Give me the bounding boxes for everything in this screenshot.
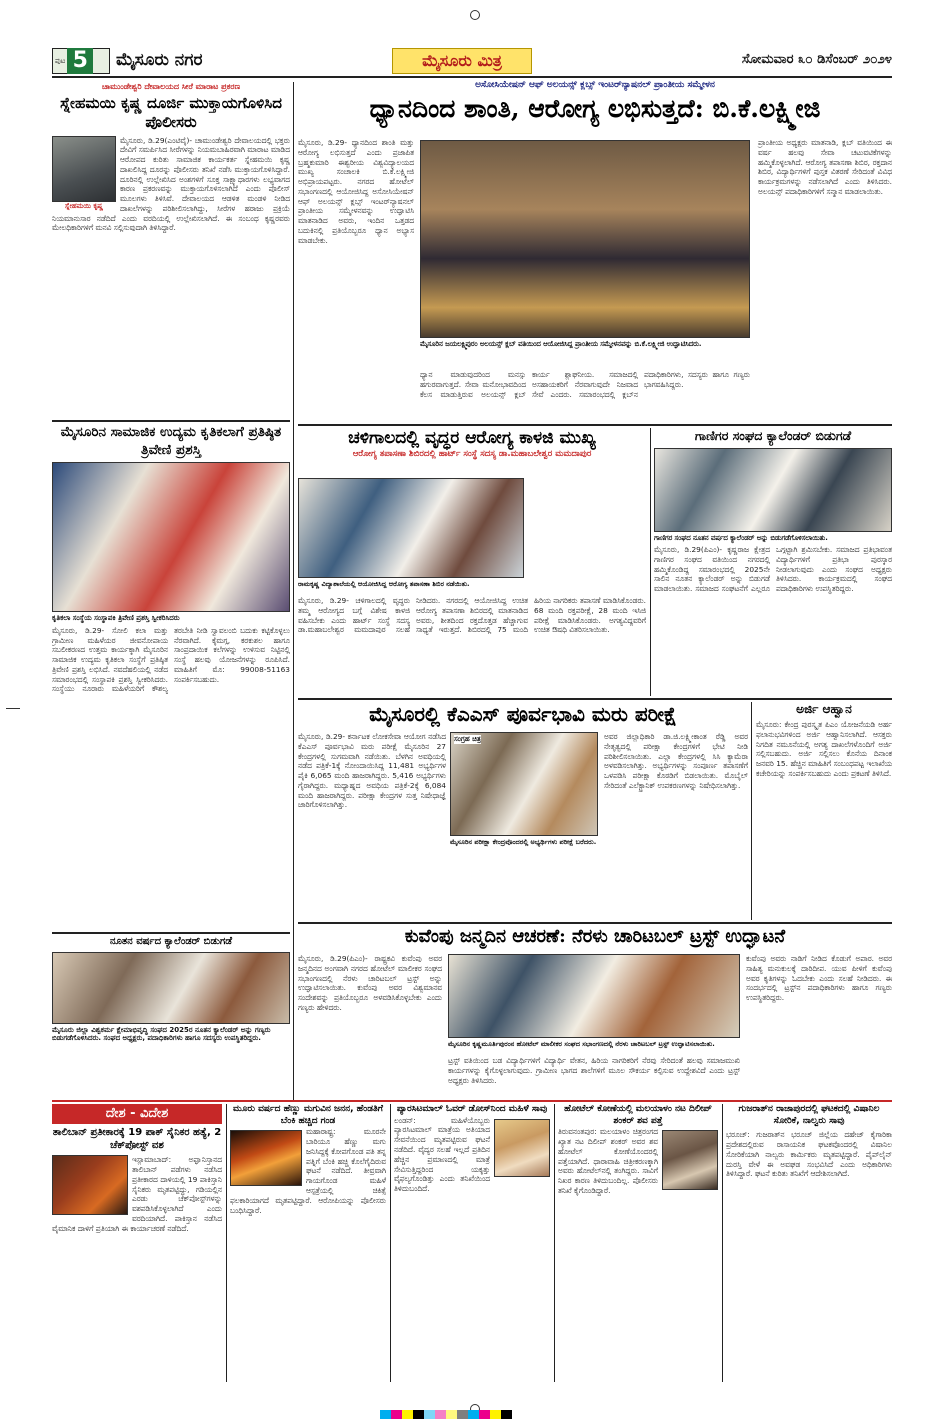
story-body-a: ಮೈಸೂರು, ಡಿ.29- ಕರ್ನಾಟಕ ಲೋಕಸೇವಾ ಆಯೋಗ ನಡೆಸಿದ ಕೆಎಎಸ್ ಪೂರ್ವಭಾವಿ ಮರು ಪರೀಕ್ಷೆ ಮೈಸೂರಿನ 27 ಕೇಂದ್ರಗಳಲ್ಲಿ ಸುಗಮವಾಗಿ ನಡೆಯಿತು. ಬೆಳಗಿನ ಅವಧಿಯಲ್ಲಿ ನಡೆದ ಪತ್ರಿಕೆ-1ಕ್ಕೆ ನೋಂದಾಯಿಸಿದ್ದ 11,481 ಅಭ್ಯರ್ಥಿಗಳ ಪೈಕಿ 6,065 ಮಂದಿ ಹಾಜರಾಗಿದ್ದರು. 5,416 ಅಭ್ಯರ್ಥಿಗಳು ಗೈರಾಗಿದ್ದರು. ಮಧ್ಯಾಹ್ನದ ಅವಧಿಯ ಪತ್ರಿಕೆ-2ಕ್ಕೆ 6,084 ಮಂದಿ ಹಾಜರಾಗಿದ್ದರು. ಪರೀಕ್ಷಾ ಕೇಂದ್ರಗಳ ಸುತ್ತ ನಿಷೇಧಾಜ್ಞೆ ಜಾರಿಗೊಳಿಸಲಾಗಿತ್ತು. — [298, 732, 446, 810]
photo-label: ಸಂಗ್ರಹ ಚಿತ್ರ — [454, 735, 481, 743]
color-calibration-bar — [380, 1410, 512, 1419]
story-elderly-health — [298, 428, 646, 696]
world-story-gas-leak — [726, 1104, 892, 1382]
story-headline: ಚಳಿಗಾಲದಲ್ಲಿ ವೃದ್ಧರ ಆರೋಗ್ಯ ಕಾಳಜಿ ಮುಖ್ಯ — [348, 428, 596, 448]
story-ganigara-calendar — [654, 428, 892, 696]
story-body: ಮಹಾರಾಷ್ಟ್ರ: ಮೂರನೇ ಬಾರಿಯೂ ಹೆಣ್ಣು ಮಗು ಜನಿಸಿದ್ದಕ್ಕೆ ಕೋಪಗೊಂಡ ಪತಿ ತನ್ನ ಪತ್ನಿಗೆ ಬೆಂಕಿ ಹಚ್ಚಿ ಕೊಲೆಗೈದಿರುವ ಘಟನೆ ನಡೆದಿದೆ. ತೀವ್ರವಾಗಿ ಗಾಯಗೊಂಡ ಮಹಿಳೆ ಆಸ್ಪತ್ರೆಯಲ್ಲಿ ಚಿಕಿತ್ಸೆ ಫಲಕಾರಿಯಾಗದೆ ಮೃತಪಟ್ಟಿದ್ದಾರೆ. ಆರೋಪಿಯನ್ನು ಪೊಲೀಸರು ಬಂಧಿಸಿದ್ದಾರೆ. — [230, 1127, 386, 1215]
lead-body-a: ಮೈಸೂರು, ಡಿ.29- ಧ್ಯಾನದಿಂದ ಶಾಂತಿ ಮತ್ತು ಆರೋಗ್ಯ ಲಭಿಸುತ್ತದೆ ಎಂದು ಪ್ರಜಾಪಿತ ಬ್ರಹ್ಮಕುಮಾರಿ ಈಶ್ವರೀಯ ವಿಶ್ವವಿದ್ಯಾಲಯದ ಮುಖ್ಯ ಸಂಚಾಲಕಿ ಬಿ.ಕೆ.ಲಕ್ಷ್ಮೀಜಿ ಅಭಿಪ್ರಾಯಪಟ್ಟರು. ನಗರದ ಹೋಟೆಲ್ ಸಭಾಂಗಣದಲ್ಲಿ ಆಯೋಜಿಸಿದ್ದ ಅಸೋಸಿಯೇಷನ್ ಆಫ್ ಅಲಯನ್ಸ್ ಕ್ಲಬ್ಸ್ ಇಂಟರ್‌ನ್ಯಾಷನಲ್ ಪ್ರಾಂತೀಯ ಸಮ್ಮೇಳನವನ್ನು ಉದ್ಘಾಟಿಸಿ ಮಾತನಾಡಿದ ಅವರು, ಇಂದಿನ ಒತ್ತಡದ ಬದುಕಿನಲ್ಲಿ ಪ್ರತಿಯೊಬ್ಬರೂ ಧ್ಯಾನ ಅಭ್ಯಾಸ ಮಾಡಬೇಕು. — [298, 138, 414, 245]
calendar-photo — [52, 952, 290, 1024]
story-kicker: ಚಾಮುಂಡೇಶ್ವರಿ ದೇವಾಲಯದ ಸೀರೆ ಮಾರಾಟ ಪ್ರಕರಣ — [101, 82, 241, 91]
health-camp-photo — [298, 478, 524, 578]
story-headline: ತಾಲಿಬಾನ್ ಪ್ರತೀಕಾರಕ್ಕೆ 19 ಪಾಕ್ ಸೈನಿಕರ ಹತ್ಯೆ, 2 ಚೆಕ್‌ಪೋಸ್ಟ್ ವಶ — [52, 1127, 222, 1151]
crop-mark — [6, 708, 20, 709]
award-photo — [52, 462, 290, 612]
story-headline: ಸ್ನೇಹಮಯಿ ಕೃಷ್ಣ ದೂರ್ಜಿ ಮುಕ್ತಾಯಗೊಳಿಸಿದ ಪೊಲೀಸರು — [60, 94, 282, 131]
page-number-box — [52, 48, 110, 74]
story-body: ಭರೂಚ್: ಗುಜರಾತ್‌ನ ಭರೂಚ್ ಜಿಲ್ಲೆಯ ದಹೇಜ್ ಕೈಗಾರಿಕಾ ಪ್ರದೇಶದಲ್ಲಿರುವ ರಾಸಾಯನಿಕ ಘಟಕವೊಂದರಲ್ಲಿ ವಿಷಾನಿಲ ಸೋರಿಕೆಯಾಗಿ ನಾಲ್ವರು ಕಾರ್ಮಿಕರು ಮೃತಪಟ್ಟಿದ್ದಾರೆ. ಪೈಪ್‌ಲೈನ್ ದುರಸ್ತಿ ವೇಳೆ ಈ ಅವಘಡ ಸಂಭವಿಸಿದೆ ಎಂದು ಅಧಿಕಾರಿಗಳು ತಿಳಿಸಿದ್ದಾರೆ. ಘಟನೆ ಕುರಿತು ತನಿಖೆಗೆ ಆದೇಶಿಸಲಾಗಿದೆ. — [726, 1130, 892, 1179]
story-body-b: ಟ್ರಸ್ಟ್ ವತಿಯಿಂದ ಬಡ ವಿದ್ಯಾರ್ಥಿಗಳಿಗೆ ವಿದ್ಯಾರ್ಥಿ ವೇತನ, ಹಿರಿಯ ನಾಗರಿಕರಿಗೆ ನೆರವು ಸೇರಿದಂತೆ ಹಲವು ಸಮಾಜಮುಖಿ ಕಾರ್ಯಗಳನ್ನು ಕೈಗೊಳ್ಳಲಾಗುವುದು. ಗ್ರಾಮೀಣ ಭಾಗದ ಶಾಲೆಗಳಿಗೆ ಮೂಲ ಸೌಕರ್ಯ ಕಲ್ಪಿಸುವ ಉದ್ದೇಶವಿದೆ ಎಂದು ಟ್ರಸ್ಟ್ ಅಧ್ಯಕ್ಷರು ತಿಳಿಸಿದರು. — [448, 1056, 740, 1085]
page-number: 5 — [67, 48, 93, 74]
explosion-photo — [52, 1155, 128, 1215]
lead-kicker: ಅಸೋಸಿಯೇಷನ್ ಆಫ್ ಅಲಯನ್ಸ್ ಕ್ಲಬ್ಸ್ ಇಂಟರ್‌ನ್ಯಾಷನಲ್ ಪ್ರಾಂತೀಯ ಸಮ್ಮೇಳನ — [475, 80, 715, 90]
story-application-call — [756, 702, 892, 920]
story-subtitle: ಆರೋಗ್ಯ ತಪಾಸಣಾ ಶಿಬಿರದಲ್ಲಿ ಹಾರ್ಟ್ ಸಂಸ್ಥೆ ಸದಸ್ಯ ಡಾ.ಮಹಾಬಲೇಶ್ವರ ಮಮದಾಪುರ — [352, 449, 592, 460]
section-name: ಮೈಸೂರು ನಗರ — [116, 50, 203, 70]
page-label: ಪುಟ — [55, 56, 66, 65]
woman-portrait-photo — [494, 1119, 550, 1177]
band-label: ದೇಶ - ವಿದೇಶ — [52, 1104, 222, 1124]
lead-headline: ಧ್ಯಾನದಿಂದ ಶಾಂತಿ, ಆರೋಗ್ಯ ಲಭಿಸುತ್ತದೆ: ಬಿ.ಕೆ.ಲಕ್ಷ್ಮೀಜಿ — [369, 94, 821, 124]
photo-caption: ರಾಮಕೃಷ್ಣ ವಿದ್ಯಾಶಾಲೆಯಲ್ಲಿ ಆಯೋಜಿಸಿದ್ದ ಆರೋಗ್ಯ ತಪಾಸಣಾ ಶಿಬಿರ ನಡೆಯಿತು. — [298, 580, 470, 588]
story-body: ಇಸ್ಲಾಮಾಬಾದ್: ಅಫ್ಘಾನಿಸ್ತಾನದ ತಾಲಿಬಾನ್ ಪಡೆಗಳು ನಡೆಸಿದ ಪ್ರತೀಕಾರದ ದಾಳಿಯಲ್ಲಿ 19 ಪಾಕಿಸ್ತಾನಿ ಸೈನಿಕರು ಮೃತಪಟ್ಟಿದ್ದು, ಗಡಿಯಲ್ಲಿನ ಎರಡು ಚೆಕ್‌ಪೋಸ್ಟ್‌ಗಳನ್ನು ವಶಪಡಿಸಿಕೊಳ್ಳಲಾಗಿದೆ ಎಂದು ವರದಿಯಾಗಿದೆ. ಪಾಕಿಸ್ತಾನ ನಡೆಸಿದ ವೈಮಾನಿಕ ದಾಳಿಗೆ ಪ್ರತಿಯಾಗಿ ಈ ಕಾರ್ಯಾಚರಣೆ ನಡೆದಿದೆ. — [52, 1155, 222, 1233]
actor-portrait-photo — [662, 1130, 718, 1190]
story-body: ಮೈಸೂರು, ಡಿ.29- ಚಳಿಗಾಲದಲ್ಲಿ ವೃದ್ಧರು ತಮ್ಮ ಆರೋಗ್ಯದ ಬಗ್ಗೆ ವಿಶೇಷ ಕಾಳಜಿ ವಹಿಸಬೇಕು ಎಂದು ಹಾರ್ಟ್ ಸಂಸ್ಥೆ ಸದಸ್ಯ ಡಾ.ಮಹಾಬಲೇಶ್ವರ ಮಮದಾಪುರ ಸಲಹೆ ನೀಡಿದರು. ನಗರದಲ್ಲಿ ಆಯೋಜಿಸಿದ್ದ ಉಚಿತ ಆರೋಗ್ಯ ತಪಾಸಣಾ ಶಿಬಿರದಲ್ಲಿ ಮಾತನಾಡಿದ ಅವರು, ಶೀತದಿಂದ ರಕ್ತದೊತ್ತಡ ಹೆಚ್ಚಾಗುವ ಸಾಧ್ಯತೆ ಇರುತ್ತದೆ. ಶಿಬಿರದಲ್ಲಿ 75 ಮಂದಿ ಹಿರಿಯ ನಾಗರಿಕರು ತಪಾಸಣೆ ಮಾಡಿಸಿಕೊಂಡರು. 68 ಮಂದಿ ರಕ್ತಪರೀಕ್ಷೆ, 28 ಮಂದಿ ಇಸಿಜಿ ಪರೀಕ್ಷೆ ಮಾಡಿಸಿಕೊಂಡರು. ಅಗತ್ಯವಿದ್ದವರಿಗೆ ಉಚಿತ ಔಷಧಿ ವಿತರಿಸಲಾಯಿತು. — [298, 596, 646, 635]
story-body: ಮೈಸೂರು, ಡಿ.29- ಸೋಲಿ ಕಲಾ ಮತ್ತು ಗ್ರಾಮೀಣ ಮಹಿಳೆಯರ ಜೀವನೋಪಾಯ ಸಬಲೀಕರಣದ ಉತ್ತಮ ಕಾರ್ಯಕ್ಕಾಗಿ ಮೈಸೂರಿನ ಸಾಮಾಜಿಕ ಉದ್ಯಮ ಕೃತಿಕಲಾ ಸಂಸ್ಥೆಗೆ ಪ್ರತಿಷ್ಠಿತ ತ್ರಿವೇಣಿ ಪ್ರಶಸ್ತಿ ಲಭಿಸಿದೆ. ನವದೆಹಲಿಯಲ್ಲಿ ನಡೆದ ಸಮಾರಂಭದಲ್ಲಿ ಸಂಸ್ಥಾಪಕಿ ಪ್ರಶಸ್ತಿ ಸ್ವೀಕರಿಸಿದರು. ಸಂಸ್ಥೆಯು ನೂರಾರು ಮಹಿಳೆಯರಿಗೆ ಕೌಶಲ್ಯ ತರಬೇತಿ ನೀಡಿ ಸ್ವಾವಲಂಬಿ ಬದುಕು ಕಟ್ಟಿಕೊಳ್ಳಲು ನೆರವಾಗಿದೆ. ಕೈಮಗ್ಗ, ಕರಕುಶಲ ಹಾಗೂ ಸಾಂಪ್ರದಾಯಿಕ ಕಲೆಗಳನ್ನು ಉಳಿಸುವ ನಿಟ್ಟಿನಲ್ಲಿ ಸಂಸ್ಥೆ ಹಲವು ಯೋಜನೆಗಳನ್ನು ರೂಪಿಸಿದೆ. ಮಾಹಿತಿಗೆ ಮೊ: 99008-51163 ಸಂಪರ್ಕಿಸಬಹುದು. — [52, 625, 290, 694]
story-headline: ಪ್ಯಾರಸಿಟಮಾಲ್ ಓವರ್ ಡೋಸ್‌ನಿಂದ ಮಹಿಳೆ ಸಾವು — [396, 1104, 548, 1114]
newspaper-brand: ಮೈಸೂರು ಮಿತ್ರ — [392, 48, 532, 74]
story-body: ತಿರುವನಂತಪುರ: ಮಲಯಾಳಂ ಚಿತ್ರರಂಗದ ಖ್ಯಾತ ನಟ ದಿಲೀಪ್ ಶಂಕರ್ ಅವರ ಶವ ಹೋಟೆಲ್ ಕೋಣೆಯೊಂದರಲ್ಲಿ ಪತ್ತೆಯಾಗಿದೆ. ಧಾರಾವಾಹಿ ಚಿತ್ರೀಕರಣಕ್ಕಾಗಿ ಅವರು ಹೋಟೆಲ್‌ನಲ್ಲಿ ತಂಗಿದ್ದರು. ಸಾವಿಗೆ ನಿಖರ ಕಾರಣ ತಿಳಿದುಬಂದಿಲ್ಲ. ಪೊಲೀಸರು ತನಿಖೆ ಕೈಗೊಂಡಿದ್ದಾರೆ. — [558, 1127, 658, 1195]
story-headline: ಮೈಸೂರಲ್ಲಿ ಕೆಎಎಸ್ ಪೂರ್ವಭಾವಿ ಮರು ಪರೀಕ್ಷೆ — [369, 702, 677, 726]
world-story-paracetamol — [394, 1104, 550, 1382]
lead-body-c: ಪ್ರಾಂತೀಯ ಅಧ್ಯಕ್ಷರು ಮಾತನಾಡಿ, ಕ್ಲಬ್ ವತಿಯಿಂದ ಈ ವರ್ಷ ಹಲವು ಸೇವಾ ಚಟುವಟಿಕೆಗಳನ್ನು ಹಮ್ಮಿಕೊಳ್ಳಲಾಗಿದೆ. ಆರೋಗ್ಯ ತಪಾಸಣಾ ಶಿಬಿರ, ರಕ್ತದಾನ ಶಿಬಿರ, ವಿದ್ಯಾರ್ಥಿಗಳಿಗೆ ಪುಸ್ತಕ ವಿತರಣೆ ಸೇರಿದಂತೆ ವಿವಿಧ ಕಾರ್ಯಕ್ರಮಗಳನ್ನು ನಡೆಸಲಾಗಿದೆ ಎಂದು ತಿಳಿಸಿದರು. ಅಲಯನ್ಸ್ ಪದಾಧಿಕಾರಿಗಳಿಗೆ ಸನ್ಮಾನ ಮಾಡಲಾಯಿತು. — [758, 138, 892, 196]
photo-caption: ಮೈಸೂರಿನ ಪರೀಕ್ಷಾ ಕೇಂದ್ರವೊಂದರಲ್ಲಿ ಅಭ್ಯರ್ಥಿಗಳು ಪರೀಕ್ಷೆ ಬರೆದರು. — [450, 838, 597, 846]
photo-caption: ಗಾಣಿಗರ ಸಂಘದ ನೂತನ ವರ್ಷದ ಕ್ಯಾಲೆಂಡರ್ ಅನ್ನು ಬಿಡುಗಡೆಗೊಳಿಸಲಾಯಿತು. — [654, 533, 828, 542]
story-headline: ಕುವೆಂಪು ಜನ್ಮದಿನ ಆಚರಣೆ: ನೆರಳು ಚಾರಿಟಬಲ್ ಟ್ರಸ್ಟ್ ಉದ್ಘಾಟನೆ — [404, 926, 786, 947]
portrait-caption: ಸ್ನೇಹಮಯಿ ಕೃಷ್ಣ — [64, 201, 104, 210]
masthead — [52, 48, 892, 78]
calendar-release-photo — [654, 448, 892, 532]
world-story-maharashtra — [230, 1104, 386, 1382]
story-headline: ಗುಜರಾತ್‌ನ ರಾಜಾಪುರದಲ್ಲಿ ಘಟಕದಲ್ಲಿ ವಿಷಾನಿಲ ಸೋರಿಕೆ, ನಾಲ್ವರು ಸಾವು — [738, 1104, 880, 1126]
story-award — [52, 424, 290, 930]
exam-photo — [450, 732, 598, 836]
world-news-band — [52, 1104, 892, 1382]
story-calendar — [52, 936, 290, 1096]
story-headline: ಅರ್ಜಿ ಆಹ್ವಾನ — [796, 702, 852, 716]
story-kuvempu — [298, 926, 892, 1098]
kuvempu-event-photo — [448, 954, 740, 1038]
story-body: ಲಂಡನ್: ಮಹಿಳೆಯೊಬ್ಬರು ಪ್ಯಾರಸಿಟಮಾಲ್ ಮಾತ್ರೆಯ ಅತಿಯಾದ ಸೇವನೆಯಿಂದ ಮೃತಪಟ್ಟಿರುವ ಘಟನೆ ನಡೆದಿದೆ. ವೈದ್ಯರ ಸಲಹೆ ಇಲ್ಲದೆ ಪ್ರತಿದಿನ ಹೆಚ್ಚಿನ ಪ್ರಮಾಣದಲ್ಲಿ ಮಾತ್ರೆ ಸೇವಿಸುತ್ತಿದ್ದರಿಂದ ಯಕೃತ್ತು ವೈಫಲ್ಯಗೊಂಡಿತ್ತು ಎಂದು ತನಿಖೆಯಿಂದ ತಿಳಿದುಬಂದಿದೆ. — [394, 1115, 490, 1194]
story-body: ಮೈಸೂರು, ಡಿ.29(ಎಂಟಿವೈ)- ಚಾಮುಂಡೇಶ್ವರಿ ದೇವಾಲಯದಲ್ಲಿ ಭಕ್ತರು ದೇವಿಗೆ ಸಮರ್ಪಿಸಿದ ಸೀರೆಗಳನ್ನು ನಿಯಮಬಾಹಿರವಾಗಿ ಮಾರಾಟ ಮಾಡಿದ ಆರೋಪದ ಕುರಿತು ಸಾಮಾಜಿಕ ಕಾರ್ಯಕರ್ತ ಸ್ನೇಹಮಯಿ ಕೃಷ್ಣ ದಾಖಲಿಸಿದ್ದ ದೂರನ್ನು ಪೊಲೀಸರು ತನಿಖೆ ನಡೆಸಿ ಮುಕ್ತಾಯಗೊಳಿಸಿದ್ದಾರೆ. ದೂರಿನಲ್ಲಿ ಉಲ್ಲೇಖಿಸಿದ ಅಂಶಗಳಿಗೆ ಸೂಕ್ತ ಸಾಕ್ಷ್ಯಾಧಾರಗಳು ಲಭ್ಯವಾಗದ ಕಾರಣ ಪ್ರಕರಣವನ್ನು ಮುಕ್ತಾಯಗೊಳಿಸಲಾಗಿದೆ ಎಂದು ಪೊಲೀಸ್ ಮೂಲಗಳು ತಿಳಿಸಿವೆ. ದೇವಾಲಯದ ಆಡಳಿತ ಮಂಡಳಿ ನೀಡಿದ ದಾಖಲೆಗಳನ್ನು ಪರಿಶೀಲಿಸಲಾಗಿದ್ದು, ಸೀರೆಗಳ ಹರಾಜು ಪ್ರಕ್ರಿಯೆ ನಿಯಮಾನುಸಾರ ನಡೆದಿದೆ ಎಂದು ವರದಿಯಲ್ಲಿ ಉಲ್ಲೇಖಿಸಲಾಗಿದೆ. ಈ ಸಂಬಂಧ ಕೃಷ್ಣರವರು ಮೇಲಧಿಕಾರಿಗಳಿಗೆ ಮನವಿ ಸಲ್ಲಿಸುವುದಾಗಿ ತಿಳಿಸಿದ್ದಾರೆ. — [52, 135, 290, 233]
photo-caption: ಮೈಸೂರಿನ ಕೃಷ್ಣಮೂರ್ತಿಪುರಂನ ಹೋಟೆಲ್ ಮಾಲೀಕರ ಸಂಘದ ಸಭಾಂಗಣದಲ್ಲಿ ನೆರಳು ಚಾರಿಟಬಲ್ ಟ್ರಸ್ಟ್ ಉದ್ಘಾಟಿಸಲಾಯಿತು. — [448, 1040, 715, 1048]
portrait-photo — [52, 136, 116, 202]
lead-photo — [420, 140, 750, 338]
story-body: ಮೈಸೂರು, ಡಿ.29(ಪಿಎಂ)- ಕೃಷ್ಣರಾಜ ಕ್ಷೇತ್ರದ ಗಾಣಿಗರ ಸಂಘದ ವತಿಯಿಂದ ನಗರದಲ್ಲಿ ಹಮ್ಮಿಕೊಂಡಿದ್ದ ಸಮಾರಂಭದಲ್ಲಿ 2025ನೇ ಸಾಲಿನ ನೂತನ ಕ್ಯಾಲೆಂಡರ್ ಅನ್ನು ಬಿಡುಗಡೆ ಮಾಡಲಾಯಿತು. ಸಮಾಜದ ಸಂಘಟನೆಗೆ ಎಲ್ಲರೂ ಒಗ್ಗಟ್ಟಾಗಿ ಶ್ರಮಿಸಬೇಕು. ಸಮಾಜದ ಪ್ರತಿಭಾವಂತ ವಿದ್ಯಾರ್ಥಿಗಳಿಗೆ ಪ್ರತಿಭಾ ಪುರಸ್ಕಾರ ನೀಡಲಾಗುವುದು ಎಂದು ಸಂಘದ ಅಧ್ಯಕ್ಷರು ತಿಳಿಸಿದರು. ಕಾರ್ಯಕ್ರಮದಲ್ಲಿ ಸಂಘದ ಪದಾಧಿಕಾರಿಗಳು ಉಪಸ್ಥಿತರಿದ್ದರು. — [654, 545, 892, 594]
story-headline: ನೂತನ ವರ್ಷದ ಕ್ಯಾಲೆಂಡರ್ ಬಿಡುಗಡೆ — [109, 936, 233, 947]
world-story-actor — [558, 1104, 718, 1382]
registration-mark — [470, 10, 480, 20]
issue-date: ಸೋಮವಾರ ೩೦ ಡಿಸೆಂಬರ್ ೨೦೨೪ — [741, 52, 892, 67]
story-kas-exam — [298, 702, 748, 920]
story-body: ಮೈಸೂರು: ಕೇಂದ್ರ ಪುರಸ್ಕೃತ ಪಿಎಂ ಯೋಜನೆಯಡಿ ಅರ್ಹ ಫಲಾನುಭವಿಗಳಿಂದ ಅರ್ಜಿ ಆಹ್ವಾನಿಸಲಾಗಿದೆ. ಆಸಕ್ತರು ನಿಗದಿತ ನಮೂನೆಯಲ್ಲಿ ಅಗತ್ಯ ದಾಖಲೆಗಳೊಂದಿಗೆ ಅರ್ಜಿ ಸಲ್ಲಿಸಬಹುದು. ಅರ್ಜಿ ಸಲ್ಲಿಸಲು ಕೊನೆಯ ದಿನಾಂಕ ಜನವರಿ 15. ಹೆಚ್ಚಿನ ಮಾಹಿತಿಗೆ ಸಂಬಂಧಪಟ್ಟ ಇಲಾಖೆಯ ಕಚೇರಿಯನ್ನು ಸಂಪರ್ಕಿಸಬಹುದು ಎಂದು ಪ್ರಕಟಣೆ ತಿಳಿಸಿದೆ. — [756, 720, 892, 778]
story-headline: ಮೂರು ವರ್ಷದ ಹೆಣ್ಣು ಮಗುವಿನ ಜನನ, ಹೆಂಡತಿಗೆ ಬೆಂಕಿ ಹಚ್ಚಿದ ಗಂಡ — [233, 1104, 383, 1126]
photo-caption: ಕೃತಿಕಲಾ ಸಂಸ್ಥೆಯ ಸಂಸ್ಥಾಪಕಿ ತ್ರಿವೇಣಿ ಪ್ರಶಸ್ತಿ ಸ್ವೀಕರಿಸಿದರು — [52, 614, 180, 623]
story-headline: ಹೋಟೆಲ್ ಕೋಣೆಯಲ್ಲಿ ಮಲಯಾಳಂ ನಟ ದಿಲೀಪ್ ಶಂಕರ್ ಶವ ಪತ್ತೆ — [564, 1104, 712, 1126]
lead-story — [298, 80, 892, 422]
story-police-case — [52, 82, 290, 418]
lead-body-b: ಧ್ಯಾನ ಮಾಡುವುದರಿಂದ ಮನಸ್ಸು ಹಗುರವಾಗುತ್ತದೆ. ಸೇವಾ ಮನೋಭಾವದಿಂದ ಕೆಲಸ ಮಾಡುತ್ತಿರುವ ಅಲಯನ್ಸ್ ಕ್ಲಬ್ ಕಾರ್ಯ ಶ್ಲಾಘನೀಯ. ಸಮಾಜದಲ್ಲಿ ಅಸಹಾಯಕರಿಗೆ ನೆರವಾಗುವುದೇ ನಿಜವಾದ ಸೇವೆ ಎಂದರು. ಸಮಾರಂಭದಲ್ಲಿ ಕ್ಲಬ್‌ನ ಪದಾಧಿಕಾರಿಗಳು, ಸದಸ್ಯರು ಹಾಗೂ ಗಣ್ಯರು ಭಾಗವಹಿಸಿದ್ದರು. — [420, 370, 750, 399]
story-body-b: ಅವರ ಜಿಲ್ಲಾಧಿಕಾರಿ ಡಾ.ಜಿ.ಲಕ್ಷ್ಮೀಕಾಂತ ರೆಡ್ಡಿ ಅವರ ನೇತೃತ್ವದಲ್ಲಿ ಪರೀಕ್ಷಾ ಕೇಂದ್ರಗಳಿಗೆ ಭೇಟಿ ನೀಡಿ ಪರಿಶೀಲಿಸಲಾಯಿತು. ಎಲ್ಲಾ ಕೇಂದ್ರಗಳಲ್ಲಿ ಸಿಸಿ ಕ್ಯಾಮೆರಾ ಅಳವಡಿಸಲಾಗಿತ್ತು. ಅಭ್ಯರ್ಥಿಗಳನ್ನು ಸಂಪೂರ್ಣ ತಪಾಸಣೆಗೆ ಒಳಪಡಿಸಿ ಪರೀಕ್ಷಾ ಕೊಠಡಿಗೆ ಬಿಡಲಾಯಿತು. ಮೊಬೈಲ್ ಸೇರಿದಂತೆ ಎಲೆಕ್ಟ್ರಾನಿಕ್ ಉಪಕರಣಗಳನ್ನು ನಿಷೇಧಿಸಲಾಗಿತ್ತು. — [604, 732, 748, 790]
photo-caption: ಮೈಸೂರು ಜಿಲ್ಲಾ ವಿಶ್ವಕರ್ಮ ಕ್ಷೇಮಾಭಿವೃದ್ಧಿ ಸಂಘದ 2025ರ ನೂತನ ಕ್ಯಾಲೆಂಡರ್ ಅನ್ನು ಗಣ್ಯರು ಬಿಡುಗಡೆಗೊಳಿಸಿದರು. ಸಂಘದ ಅಧ್ಯಕ್ಷರು, ಪದಾಧಿಕಾರಿಗಳು ಹಾಗೂ ಸದಸ್ಯರು ಉಪಸ್ಥಿತರಿದ್ದರು. — [52, 1025, 271, 1043]
lead-caption: ಮೈಸೂರಿನ ಜಯಲಕ್ಷ್ಮಿಪುರಂ ಅಲಯನ್ಸ್ ಕ್ಲಬ್ ವತಿಯಿಂದ ಆಯೋಜಿಸಿದ್ದ ಪ್ರಾಂತೀಯ ಸಮ್ಮೇಳನವನ್ನು ಬಿ.ಕೆ.ಲಕ್ಷ್ಮೀಜಿ ಉದ್ಘಾಟಿಸಿದರು. — [420, 340, 702, 348]
fire-photo — [230, 1130, 302, 1186]
story-body-c: ಕುವೆಂಪು ಅವರು ನಾಡಿಗೆ ನೀಡಿದ ಕೊಡುಗೆ ಅಪಾರ. ಅವರ ಸಾಹಿತ್ಯ ಮನುಕುಲಕ್ಕೆ ದಾರಿದೀಪ. ಯುವ ಪೀಳಿಗೆ ಕುವೆಂಪು ಅವರ ಕೃತಿಗಳನ್ನು ಓದಬೇಕು ಎಂದು ಸಲಹೆ ನೀಡಿದರು. ಈ ಸಂದರ್ಭದಲ್ಲಿ ಟ್ರಸ್ಟ್‌ನ ಪದಾಧಿಕಾರಿಗಳು ಹಾಗೂ ಗಣ್ಯರು ಉಪಸ್ಥಿತರಿದ್ದರು. — [746, 954, 892, 1003]
world-story-pakistan — [52, 1104, 222, 1382]
story-body-a: ಮೈಸೂರು, ಡಿ.29(ಪಿಎಂ)- ರಾಷ್ಟ್ರಕವಿ ಕುವೆಂಪು ಅವರ ಜನ್ಮದಿನದ ಅಂಗವಾಗಿ ನಗರದ ಹೋಟೆಲ್ ಮಾಲೀಕರ ಸಂಘದ ಸಭಾಂಗಣದಲ್ಲಿ ನೆರಳು ಚಾರಿಟಬಲ್ ಟ್ರಸ್ಟ್ ಅನ್ನು ಉದ್ಘಾಟಿಸಲಾಯಿತು. ಕುವೆಂಪು ಅವರ ವಿಶ್ವಮಾನವ ಸಂದೇಶವನ್ನು ಪ್ರತಿಯೊಬ್ಬರೂ ಅಳವಡಿಸಿಕೊಳ್ಳಬೇಕು ಎಂದು ಗಣ್ಯರು ಹೇಳಿದರು. — [298, 954, 442, 1012]
story-headline: ಮೈಸೂರಿನ ಸಾಮಾಜಿಕ ಉದ್ಯಮ ಕೃತಿಕಲಾಗೆ ಪ್ರತಿಷ್ಠಿತ ತ್ರಿವೇಣಿ ಪ್ರಶಸ್ತಿ — [60, 424, 282, 458]
story-headline: ಗಾಣಿಗರ ಸಂಘದ ಕ್ಯಾಲೆಂಡರ್ ಬಿಡುಗಡೆ — [694, 428, 852, 443]
